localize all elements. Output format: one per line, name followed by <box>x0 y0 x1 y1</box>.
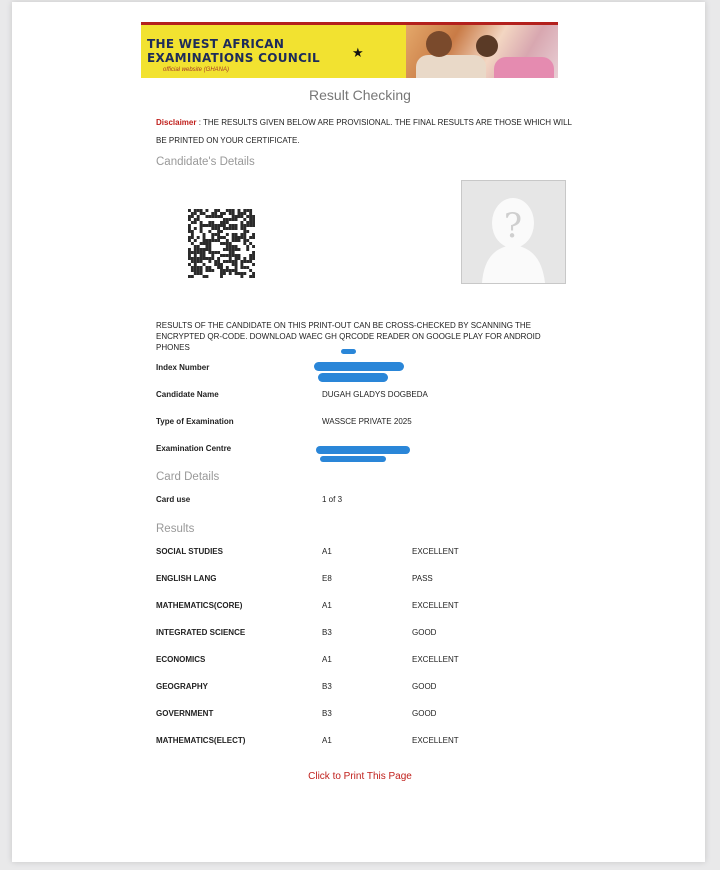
org-website-note: official website (GHANA) <box>163 67 230 73</box>
candidate-name-label: Candidate Name <box>156 390 219 399</box>
subject-name: MATHEMATICS(CORE) <box>156 601 243 610</box>
grade-remark: GOOD <box>412 709 437 718</box>
exam-type-value: WASSCE PRIVATE 2025 <box>322 417 412 426</box>
grade-remark: PASS <box>412 574 433 583</box>
org-name-line1: THE WEST AFRICAN <box>147 37 285 51</box>
disclaimer <box>156 114 576 150</box>
results-heading: Results <box>156 523 195 535</box>
qr-verification-note: RESULTS OF THE CANDIDATE ON THIS PRINT-OUT CAN BE CROSS-CHECKED BY SCANNING THE ENCRYPTED QR-CODE. DOWNLOAD WAEC GH QRCODE READER ON GOOGLE PLAY FOR ANDROID PHONES <box>156 321 541 352</box>
disclaimer-text: : THE RESULTS GIVEN BELOW ARE PROVISIONAL. THE FINAL RESULTS ARE THOSE WHICH WILL BE PRINTED ON YOUR CERTIFICATE. <box>156 118 572 145</box>
qr-code-icon <box>188 209 255 278</box>
card-details-heading: Card Details <box>156 471 220 483</box>
subject-name: ECONOMICS <box>156 655 206 664</box>
subject-name: ENGLISH LANG <box>156 574 217 583</box>
subject-name: MATHEMATICS(ELECT) <box>156 736 246 745</box>
subject-name: GOVERNMENT <box>156 709 214 718</box>
subject-name: INTEGRATED SCIENCE <box>156 628 246 637</box>
exam-centre-label: Examination Centre <box>156 444 232 453</box>
subject-grade: A1 <box>322 736 332 745</box>
disclaimer-label: Disclaimer <box>156 118 197 127</box>
print-page-link[interactable]: Click to Print This Page <box>308 771 412 782</box>
subject-grade: B3 <box>322 682 332 691</box>
redaction-mark <box>314 362 404 371</box>
redaction-mark <box>318 373 388 382</box>
subject-name: GEOGRAPHY <box>156 682 209 691</box>
grade-remark: GOOD <box>412 628 437 637</box>
subject-grade: E8 <box>322 574 332 583</box>
subject-grade: A1 <box>322 601 332 610</box>
unknown-person-icon <box>461 180 566 284</box>
svg-text:?: ? <box>503 206 523 246</box>
banner-photo <box>406 25 558 78</box>
candidate-name-value: DUGAH GLADYS DOGBEDA <box>322 390 428 399</box>
candidate-details-heading: Candidate's Details <box>156 156 255 168</box>
page-title: Result Checking <box>309 87 411 103</box>
card-use-value: 1 of 3 <box>322 495 343 504</box>
exam-type-label: Type of Examination <box>156 417 234 426</box>
waec-header-banner <box>141 22 558 78</box>
subject-grade: A1 <box>322 655 332 664</box>
redaction-mark <box>320 456 386 462</box>
redaction-mark <box>316 446 410 454</box>
subject-grade: B3 <box>322 709 332 718</box>
grade-remark: EXCELLENT <box>412 736 459 745</box>
grade-remark: EXCELLENT <box>412 655 459 664</box>
card-use-label: Card use <box>156 495 191 504</box>
subject-grade: A1 <box>322 547 332 556</box>
org-name-line2: EXAMINATIONS COUNCIL <box>147 51 320 65</box>
grade-remark: EXCELLENT <box>412 547 459 556</box>
star-icon: ★ <box>352 45 364 60</box>
subject-grade: B3 <box>322 628 332 637</box>
grade-remark: EXCELLENT <box>412 601 459 610</box>
redaction-mark <box>341 349 356 354</box>
index-number-label: Index Number <box>156 363 210 372</box>
grade-remark: GOOD <box>412 682 437 691</box>
subject-name: SOCIAL STUDIES <box>156 547 223 556</box>
